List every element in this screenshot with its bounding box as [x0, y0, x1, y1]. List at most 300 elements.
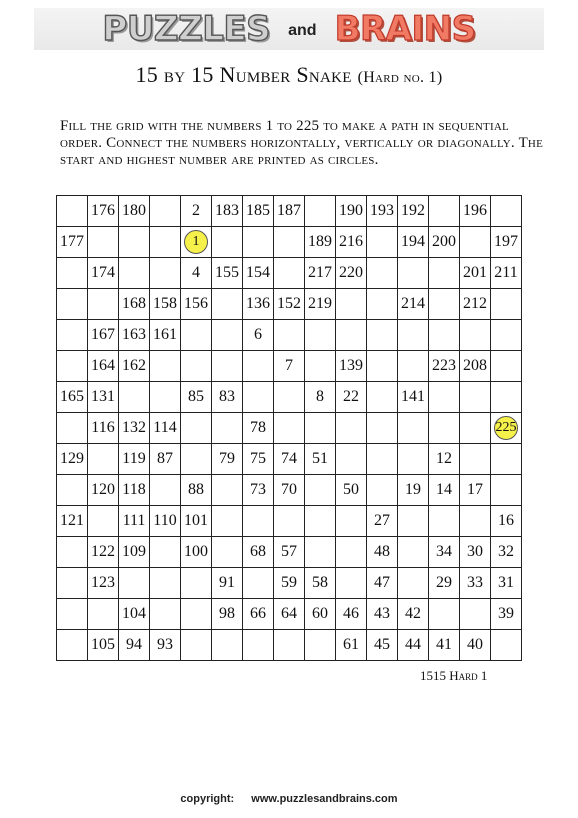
grid-cell[interactable]	[119, 475, 150, 506]
cell-number: 4	[192, 264, 200, 281]
grid-cell[interactable]	[274, 444, 305, 475]
grid-cell[interactable]	[491, 289, 522, 320]
grid-cell[interactable]	[398, 413, 429, 444]
grid-cell[interactable]	[398, 599, 429, 630]
grid-cell[interactable]	[181, 506, 212, 537]
cell-number: 201	[463, 264, 487, 281]
title-sub: (Hard no. 1)	[357, 69, 443, 86]
grid-cell[interactable]	[57, 320, 88, 351]
grid-cell[interactable]	[212, 630, 243, 661]
cell-number: 83	[219, 388, 235, 405]
grid-cell[interactable]	[88, 289, 119, 320]
grid-cell[interactable]	[119, 227, 150, 258]
grid-cell[interactable]	[119, 537, 150, 568]
grid-cell[interactable]	[491, 258, 522, 289]
grid-cell[interactable]	[429, 196, 460, 227]
grid-cell[interactable]	[57, 599, 88, 630]
grid-cell[interactable]	[491, 196, 522, 227]
grid-cell[interactable]	[305, 413, 336, 444]
grid-cell[interactable]	[274, 258, 305, 289]
grid-cell[interactable]	[274, 227, 305, 258]
site-link[interactable]: www.puzzlesandbrains.com	[251, 793, 398, 805]
grid-cell[interactable]	[181, 351, 212, 382]
grid-row	[57, 413, 522, 444]
cell-number: 68	[250, 543, 266, 560]
grid-cell[interactable]	[460, 630, 491, 661]
grid-cell[interactable]	[398, 568, 429, 599]
cell-number: 111	[122, 512, 146, 529]
grid-cell[interactable]	[212, 506, 243, 537]
grid-cell[interactable]	[398, 475, 429, 506]
grid-cell[interactable]	[305, 227, 336, 258]
grid-cell[interactable]	[119, 382, 150, 413]
grid-row	[57, 196, 522, 227]
grid-cell[interactable]	[181, 289, 212, 320]
grid-cell[interactable]	[305, 196, 336, 227]
grid-cell[interactable]	[57, 351, 88, 382]
grid-cell[interactable]	[57, 227, 88, 258]
grid-cell[interactable]	[150, 320, 181, 351]
grid-cell[interactable]	[460, 227, 491, 258]
grid-cell[interactable]	[212, 351, 243, 382]
grid-cell[interactable]	[119, 320, 150, 351]
grid-cell[interactable]	[429, 413, 460, 444]
grid-cell[interactable]	[212, 382, 243, 413]
grid-cell[interactable]	[150, 196, 181, 227]
grid-cell[interactable]	[212, 444, 243, 475]
cell-number: 119	[122, 450, 146, 467]
grid-cell[interactable]	[367, 475, 398, 506]
cell-number: 85	[188, 388, 204, 405]
grid-cell[interactable]	[57, 289, 88, 320]
grid-cell[interactable]	[491, 413, 522, 444]
grid-row	[57, 475, 522, 506]
grid-cell[interactable]	[429, 227, 460, 258]
grid-cell[interactable]	[398, 630, 429, 661]
copyright-label: copyright:	[180, 793, 235, 805]
cell-number: 79	[219, 450, 235, 467]
grid-cell[interactable]	[119, 289, 150, 320]
grid-cell[interactable]	[460, 413, 491, 444]
grid-row	[57, 444, 522, 475]
cell-number: 132	[122, 419, 146, 436]
grid-cell[interactable]	[429, 320, 460, 351]
grid-cell[interactable]	[367, 568, 398, 599]
cell-number: 139	[339, 357, 363, 374]
grid-cell[interactable]	[429, 537, 460, 568]
grid-cell[interactable]	[88, 599, 119, 630]
cell-number: 41	[436, 636, 452, 653]
page-title	[0, 62, 578, 88]
grid-cell[interactable]	[212, 537, 243, 568]
grid-cell[interactable]	[243, 289, 274, 320]
grid-cell[interactable]	[336, 289, 367, 320]
grid-cell[interactable]	[212, 413, 243, 444]
grid-cell[interactable]	[305, 351, 336, 382]
grid-cell[interactable]	[274, 599, 305, 630]
grid-cell[interactable]	[398, 351, 429, 382]
cell-number: 94	[126, 636, 142, 653]
cell-number: 31	[498, 574, 514, 591]
grid-cell[interactable]	[460, 506, 491, 537]
grid-row	[57, 320, 522, 351]
grid-cell[interactable]	[429, 258, 460, 289]
cell-number: 66	[250, 605, 266, 622]
grid-cell[interactable]	[150, 537, 181, 568]
grid-cell[interactable]	[305, 289, 336, 320]
grid-cell[interactable]	[460, 537, 491, 568]
cell-number: 16	[498, 512, 514, 529]
grid-cell[interactable]	[491, 506, 522, 537]
grid-cell[interactable]	[88, 568, 119, 599]
grid-cell[interactable]	[398, 289, 429, 320]
cell-number: 129	[60, 450, 84, 467]
grid-cell[interactable]	[336, 258, 367, 289]
cell-number: 22	[343, 388, 359, 405]
grid-cell[interactable]	[243, 196, 274, 227]
grid-cell[interactable]	[336, 568, 367, 599]
cell-number: 57	[281, 543, 297, 560]
cell-number: 219	[308, 295, 332, 312]
cell-number: 78	[250, 419, 266, 436]
grid-cell[interactable]	[336, 320, 367, 351]
grid-cell[interactable]	[181, 320, 212, 351]
grid-cell[interactable]	[367, 599, 398, 630]
grid-cell[interactable]	[274, 630, 305, 661]
grid-cell[interactable]	[243, 475, 274, 506]
cell-number: 180	[122, 202, 146, 219]
cell-number: 190	[339, 202, 363, 219]
grid-cell[interactable]	[274, 537, 305, 568]
grid-cell[interactable]	[274, 320, 305, 351]
grid-cell[interactable]	[491, 351, 522, 382]
grid-cell[interactable]	[150, 351, 181, 382]
grid-cell[interactable]	[305, 475, 336, 506]
grid-cell[interactable]	[305, 320, 336, 351]
grid-cell[interactable]	[274, 475, 305, 506]
grid-cell[interactable]	[150, 413, 181, 444]
grid-cell[interactable]	[460, 320, 491, 351]
grid-cell[interactable]	[57, 258, 88, 289]
cell-number: 19	[405, 481, 421, 498]
circled-number: 1	[184, 230, 208, 254]
cell-number: 118	[122, 481, 146, 498]
grid-cell[interactable]	[57, 382, 88, 413]
grid-row	[57, 227, 522, 258]
cell-number: 141	[401, 388, 425, 405]
cell-number: 208	[463, 357, 487, 374]
grid-cell[interactable]	[305, 537, 336, 568]
grid-cell[interactable]	[491, 537, 522, 568]
grid-cell[interactable]	[119, 599, 150, 630]
cell-number: 155	[215, 264, 239, 281]
grid-cell[interactable]	[305, 258, 336, 289]
grid-cell[interactable]	[150, 382, 181, 413]
grid-cell[interactable]	[181, 537, 212, 568]
grid-cell[interactable]	[429, 630, 460, 661]
grid-cell[interactable]	[243, 444, 274, 475]
grid-cell[interactable]	[398, 382, 429, 413]
grid-cell[interactable]	[119, 568, 150, 599]
grid-cell[interactable]	[305, 506, 336, 537]
grid-cell[interactable]	[212, 475, 243, 506]
grid-cell[interactable]	[460, 444, 491, 475]
grid-cell[interactable]	[119, 506, 150, 537]
footer	[0, 793, 578, 805]
grid-cell[interactable]	[57, 537, 88, 568]
grid-cell[interactable]	[305, 599, 336, 630]
grid-cell[interactable]	[150, 630, 181, 661]
grid-cell[interactable]	[150, 444, 181, 475]
grid-cell[interactable]	[460, 568, 491, 599]
grid-cell[interactable]	[398, 537, 429, 568]
cell-number: 39	[498, 605, 514, 622]
grid-cell[interactable]	[243, 227, 274, 258]
cell-number: 64	[281, 605, 297, 622]
grid-cell[interactable]	[88, 475, 119, 506]
cell-number: 193	[370, 202, 394, 219]
grid-cell[interactable]	[181, 413, 212, 444]
grid-cell[interactable]	[212, 320, 243, 351]
grid-cell[interactable]	[274, 351, 305, 382]
grid-cell[interactable]	[150, 568, 181, 599]
grid-cell[interactable]	[119, 630, 150, 661]
grid-cell[interactable]	[491, 630, 522, 661]
grid-cell[interactable]	[336, 227, 367, 258]
grid-cell[interactable]	[398, 227, 429, 258]
grid-cell[interactable]	[429, 568, 460, 599]
grid-cell[interactable]	[336, 475, 367, 506]
grid-cell[interactable]	[181, 599, 212, 630]
grid-cell[interactable]	[491, 382, 522, 413]
grid-cell[interactable]	[274, 506, 305, 537]
grid-cell[interactable]	[305, 382, 336, 413]
grid-cell[interactable]	[367, 289, 398, 320]
cell-number: 162	[122, 357, 146, 374]
grid-cell[interactable]	[150, 258, 181, 289]
cell-number: 70	[281, 481, 297, 498]
grid-cell[interactable]	[181, 258, 212, 289]
number-snake-grid	[56, 195, 522, 661]
grid-cell[interactable]	[274, 413, 305, 444]
grid-cell[interactable]	[460, 258, 491, 289]
grid-cell[interactable]	[429, 351, 460, 382]
grid-cell[interactable]	[336, 382, 367, 413]
cell-number: 48	[374, 543, 390, 560]
grid-cell[interactable]	[57, 413, 88, 444]
grid-cell[interactable]	[243, 630, 274, 661]
grid-cell[interactable]	[336, 196, 367, 227]
grid-cell[interactable]	[243, 351, 274, 382]
grid-cell[interactable]	[88, 258, 119, 289]
grid-cell[interactable]	[212, 196, 243, 227]
grid-cell[interactable]	[88, 227, 119, 258]
cell-number: 152	[277, 295, 301, 312]
grid-cell[interactable]	[150, 599, 181, 630]
cell-number: 43	[374, 605, 390, 622]
grid-cell[interactable]	[460, 382, 491, 413]
grid-cell[interactable]	[274, 196, 305, 227]
grid-cell[interactable]	[57, 630, 88, 661]
grid-cell[interactable]	[119, 351, 150, 382]
grid-cell[interactable]	[150, 506, 181, 537]
grid-cell[interactable]	[491, 444, 522, 475]
grid-cell[interactable]	[336, 351, 367, 382]
grid-cell[interactable]	[181, 630, 212, 661]
grid-cell[interactable]	[367, 506, 398, 537]
site-logo-banner	[34, 8, 544, 50]
grid-cell[interactable]	[367, 320, 398, 351]
cell-number: 44	[405, 636, 421, 653]
cell-number: 164	[91, 357, 115, 374]
grid-cell[interactable]	[491, 320, 522, 351]
grid-cell[interactable]	[367, 196, 398, 227]
grid-cell[interactable]	[57, 506, 88, 537]
grid-cell[interactable]	[88, 382, 119, 413]
grid-cell[interactable]	[57, 475, 88, 506]
grid-cell[interactable]	[274, 382, 305, 413]
grid-cell[interactable]	[460, 196, 491, 227]
grid-cell[interactable]	[367, 537, 398, 568]
cell-number: 211	[494, 264, 518, 281]
cell-number: 168	[122, 295, 146, 312]
grid-cell[interactable]	[88, 537, 119, 568]
grid-cell[interactable]	[305, 630, 336, 661]
grid-cell[interactable]	[57, 444, 88, 475]
grid-cell[interactable]	[212, 599, 243, 630]
grid-cell[interactable]	[88, 506, 119, 537]
cell-number: 217	[308, 264, 332, 281]
grid-cell[interactable]	[398, 444, 429, 475]
grid-cell[interactable]	[119, 258, 150, 289]
grid-cell[interactable]	[243, 506, 274, 537]
cell-number: 174	[91, 264, 115, 281]
grid-cell[interactable]	[429, 475, 460, 506]
grid-cell[interactable]	[243, 320, 274, 351]
cell-number: 34	[436, 543, 452, 560]
cell-number: 163	[122, 326, 146, 343]
cell-number: 6	[254, 326, 262, 343]
cell-number: 93	[157, 636, 173, 653]
grid-cell[interactable]	[88, 413, 119, 444]
cell-number: 40	[467, 636, 483, 653]
grid-cell[interactable]	[150, 289, 181, 320]
grid-cell[interactable]	[429, 382, 460, 413]
grid-cell[interactable]	[88, 196, 119, 227]
grid-cell[interactable]	[243, 537, 274, 568]
grid-cell[interactable]	[367, 382, 398, 413]
grid-cell[interactable]	[336, 444, 367, 475]
cell-number: 187	[277, 202, 301, 219]
grid-cell[interactable]	[429, 506, 460, 537]
grid-cell[interactable]	[243, 568, 274, 599]
grid-cell[interactable]	[119, 196, 150, 227]
grid-cell[interactable]	[243, 382, 274, 413]
cell-number: 197	[494, 233, 518, 250]
grid-cell[interactable]	[429, 599, 460, 630]
grid-cell[interactable]	[119, 444, 150, 475]
grid-cell[interactable]	[460, 351, 491, 382]
grid-cell[interactable]	[181, 227, 212, 258]
grid-cell[interactable]	[491, 475, 522, 506]
grid-cell[interactable]	[181, 568, 212, 599]
grid-cell[interactable]	[460, 599, 491, 630]
grid-cell[interactable]	[181, 444, 212, 475]
grid-cell[interactable]	[398, 196, 429, 227]
grid-cell[interactable]	[243, 258, 274, 289]
grid-cell[interactable]	[212, 258, 243, 289]
grid-cell[interactable]	[336, 630, 367, 661]
grid-row	[57, 630, 522, 661]
grid-cell[interactable]	[243, 413, 274, 444]
grid-cell[interactable]	[88, 320, 119, 351]
grid-cell[interactable]	[491, 568, 522, 599]
grid-cell[interactable]	[150, 475, 181, 506]
grid-cell[interactable]	[305, 568, 336, 599]
grid-cell[interactable]	[181, 196, 212, 227]
grid-row	[57, 537, 522, 568]
cell-number: 33	[467, 574, 483, 591]
grid-cell[interactable]	[367, 413, 398, 444]
grid-cell[interactable]	[398, 258, 429, 289]
grid-cell[interactable]	[491, 227, 522, 258]
grid-cell[interactable]	[181, 475, 212, 506]
cell-number: 73	[250, 481, 266, 498]
grid-cell[interactable]	[243, 599, 274, 630]
grid-cell[interactable]	[460, 289, 491, 320]
cell-number: 223	[432, 357, 456, 374]
cell-number: 122	[91, 543, 115, 560]
grid-cell[interactable]	[57, 196, 88, 227]
grid-cell[interactable]	[336, 506, 367, 537]
grid-cell[interactable]	[429, 444, 460, 475]
grid-cell[interactable]	[305, 444, 336, 475]
grid-cell[interactable]	[181, 382, 212, 413]
grid-cell[interactable]	[119, 413, 150, 444]
cell-number: 29	[436, 574, 452, 591]
puzzle-code: 1515 Hard 1	[420, 668, 488, 683]
grid-cell[interactable]	[57, 568, 88, 599]
grid-cell[interactable]	[88, 351, 119, 382]
grid-cell[interactable]	[150, 227, 181, 258]
grid-cell[interactable]	[212, 289, 243, 320]
grid-cell[interactable]	[274, 568, 305, 599]
grid-cell[interactable]	[367, 258, 398, 289]
grid-cell[interactable]	[336, 599, 367, 630]
grid-cell[interactable]	[336, 413, 367, 444]
grid-cell[interactable]	[88, 630, 119, 661]
grid-cell[interactable]	[398, 506, 429, 537]
grid-cell[interactable]	[367, 227, 398, 258]
grid-cell[interactable]	[88, 444, 119, 475]
grid-cell[interactable]	[274, 289, 305, 320]
cell-number: 167	[91, 326, 115, 343]
grid-cell[interactable]	[460, 475, 491, 506]
grid-cell[interactable]	[398, 320, 429, 351]
grid-cell[interactable]	[367, 444, 398, 475]
grid-cell[interactable]	[367, 630, 398, 661]
cell-number: 27	[374, 512, 390, 529]
grid-cell[interactable]	[212, 568, 243, 599]
grid-cell[interactable]	[491, 599, 522, 630]
grid-cell[interactable]	[212, 227, 243, 258]
grid-cell[interactable]	[336, 537, 367, 568]
grid-cell[interactable]	[429, 289, 460, 320]
cell-number: 212	[463, 295, 487, 312]
cell-number: 60	[312, 605, 328, 622]
grid-cell[interactable]	[367, 351, 398, 382]
cell-number: 7	[285, 357, 293, 374]
